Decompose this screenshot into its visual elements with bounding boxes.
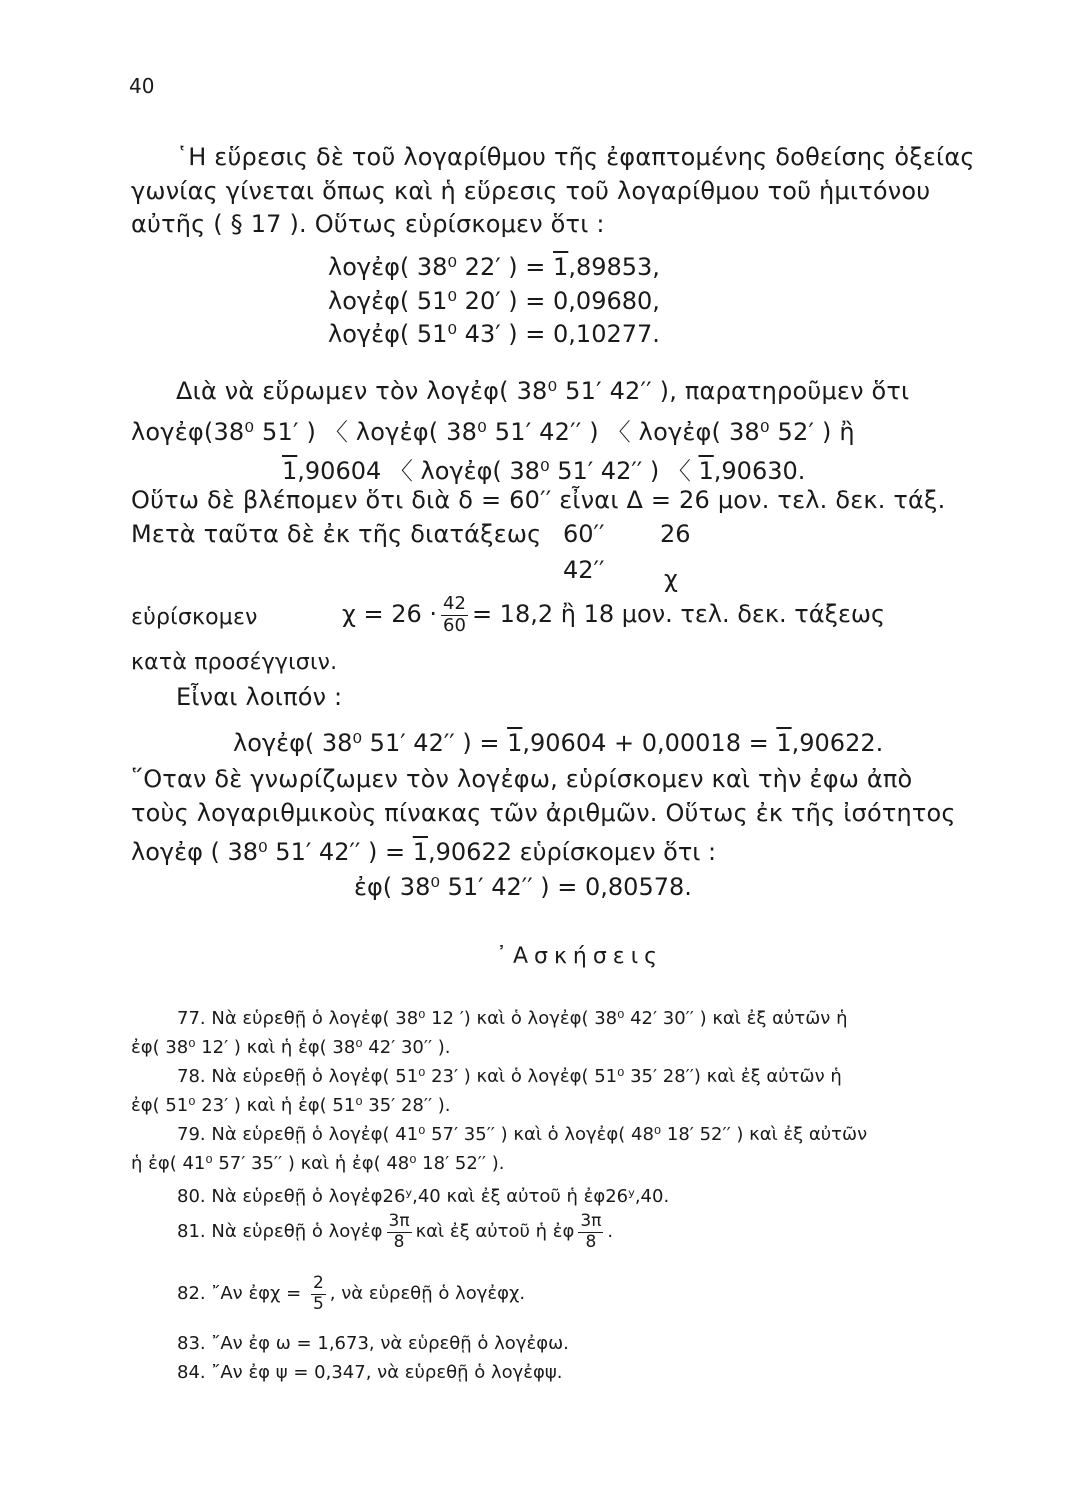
exercise-77-line-1: 77. Νὰ εὑρεθῇ ὁ λογἐφ( 38⁰ 12 ′) καὶ ὁ λογἐφ( 38⁰ 42′ 30′′ ) καὶ ἐξ αὐτῶν ἡ <box>177 1008 848 1029</box>
result-formula: χ = 26 · $\frac{42}{60}$ = 18,2 ἢ 18 μον. τελ. δεκ. τάξεως <box>342 593 886 636</box>
example-log-tan-51-43: λογἐφ( 51⁰ 43′ ) = 0,10277. <box>328 320 660 348</box>
exercise-78-line-2: ἐφ( 51⁰ 23′ ) καὶ ἡ ἐφ( 51⁰ 35′ 28′′ ). <box>131 1095 451 1116</box>
exercise-83: 83. ῎Αν ἐφ ω = 1,673, νὰ εὑρεθῇ ὁ λογἐφω. <box>177 1333 569 1354</box>
search-line-2: λογἐφ(38⁰ 51′ ) 〈 λογἐφ( 38⁰ 51′ 42′′ ) 〈 λογἐφ( 38⁰ 52′ ) ἢ <box>131 418 855 446</box>
table-cell-42: 42′′ <box>563 556 605 584</box>
exercise-81: 81. Νὰ εὑρεθῇ ὁ λογἐφ $\frac{3\pi}{8}$ καὶ ἐξ αὐτοῦ ἡ ἐφ $\frac{3\pi}{8}$ . <box>177 1211 614 1252</box>
search-line-5: Μετὰ ταῦτα δὲ ἐκ τῆς διατάξεως <box>131 520 542 548</box>
search-line-3: 1,90604 〈 λογἐφ( 38⁰ 51′ 42′′ ) 〈 1,90630. <box>282 457 806 485</box>
exercise-79-line-1: 79. Νὰ εὑρεθῇ ὁ λογἐφ( 41⁰ 57′ 35′′ ) καὶ ὁ λογἐφ( 48⁰ 18′ 52′′ ) καὶ ἐξ αὐτῶν <box>177 1124 868 1145</box>
intro-line-2: γωνίας γίνεται ὅπως καὶ ἡ εὕρεσις τοῦ λογαρίθμου τοῦ ἡμιτόνου <box>131 177 931 205</box>
antilog-line-3: λογἐφ ( 38⁰ 51′ 42′′ ) = 1,90622 εὑρίσκομεν ὅτι : <box>131 838 717 866</box>
intro-line-1: ῾Η εὕρεσις δὲ τοῦ λογαρίθμου τῆς ἐφαπτομένης δοθείσης ὀξείας <box>176 143 975 171</box>
example-log-tan-51-20: λογἐφ( 51⁰ 20′ ) = 0,09680, <box>328 287 660 315</box>
fraction-3pi-8-second: $\frac{3\pi}{8}$ <box>580 1211 602 1252</box>
antilog-line-2: τοὺς λογαριθμικοὺς πίνακας τῶν ἀριθμῶν. Οὕτως ἐκ τῆς ἰσότητος <box>131 799 956 827</box>
antilog-line-1: ῞Οταν δὲ γνωρίζωμεν τὸν λογἐφω, εὑρίσκομεν καὶ τὴν ἐφω ἀπὸ <box>131 765 913 793</box>
example-log-tan-38-22: λογἐφ( 38⁰ 22′ ) = 1,89853, <box>328 253 660 281</box>
search-line-4: Οὕτω δὲ βλέπομεν ὅτι διὰ δ = 60′′ εἶναι Δ = 26 μον. τελ. δεκ. τάξ. <box>131 486 946 514</box>
table-cell-60: 60′′ <box>563 520 605 548</box>
approximation-note: κατὰ προσέγγισιν. <box>131 650 338 675</box>
exercise-80: 80. Νὰ εὑρεθῇ ὁ λογἐφ26ʸ,40 καὶ ἐξ αὐτοῦ ἡ ἐφ26ʸ,40. <box>177 1186 670 1207</box>
conclusion-formula: λογἐφ( 38⁰ 51′ 42′′ ) = 1,90604 + 0,00018 = 1,90622. <box>233 729 884 757</box>
table-cell-x: χ <box>664 565 678 593</box>
fraction-42-60: $\frac{42}{60}$ <box>443 593 466 636</box>
antilog-result: ἐφ( 38⁰ 51′ 42′′ ) = 0,80578. <box>354 873 692 901</box>
intro-line-3: αὐτῆς ( § 17 ). Οὕτως εὑρίσκομεν ὅτι : <box>131 210 605 238</box>
result-label: εὑρίσκομεν <box>131 605 258 630</box>
fraction-3pi-8: $\frac{3\pi}{8}$ <box>388 1211 410 1252</box>
exercises-heading: ᾽Ασκήσεις <box>495 944 664 969</box>
search-line-1: Διὰ νὰ εὕρωμεν τὸν λογἐφ( 38⁰ 51′ 42′′ ), παρατηροῦμεν ὅτι <box>176 377 910 405</box>
fraction-2-5: $\frac{2}{5}$ <box>312 1273 324 1314</box>
page-number: 40 <box>129 74 155 98</box>
exercise-79-line-2: ἡ ἐφ( 41⁰ 57′ 35′′ ) καὶ ἡ ἐφ( 48⁰ 18′ 52′′ ). <box>131 1153 505 1174</box>
conclusion-label: Εἶναι λοιπόν : <box>176 683 343 711</box>
exercise-84: 84. ῎Αν ἐφ ψ = 0,347, νὰ εὑρεθῇ ὁ λογἐφψ. <box>177 1362 563 1383</box>
exercise-82: 82. ῎Αν ἐφχ = $\frac{2}{5}$ , νὰ εὑρεθῇ ὁ λογἐφχ. <box>177 1273 526 1314</box>
exercise-78-line-1: 78. Νὰ εὑρεθῇ ὁ λογἐφ( 51⁰ 23′ ) καὶ ὁ λογἐφ( 51⁰ 35′ 28′′) καὶ ἐξ αὐτῶν ἡ <box>177 1066 842 1087</box>
table-cell-26: 26 <box>660 520 691 548</box>
exercise-77-line-2: ἐφ( 38⁰ 12′ ) καὶ ἡ ἐφ( 38⁰ 42′ 30′′ ). <box>131 1037 451 1058</box>
